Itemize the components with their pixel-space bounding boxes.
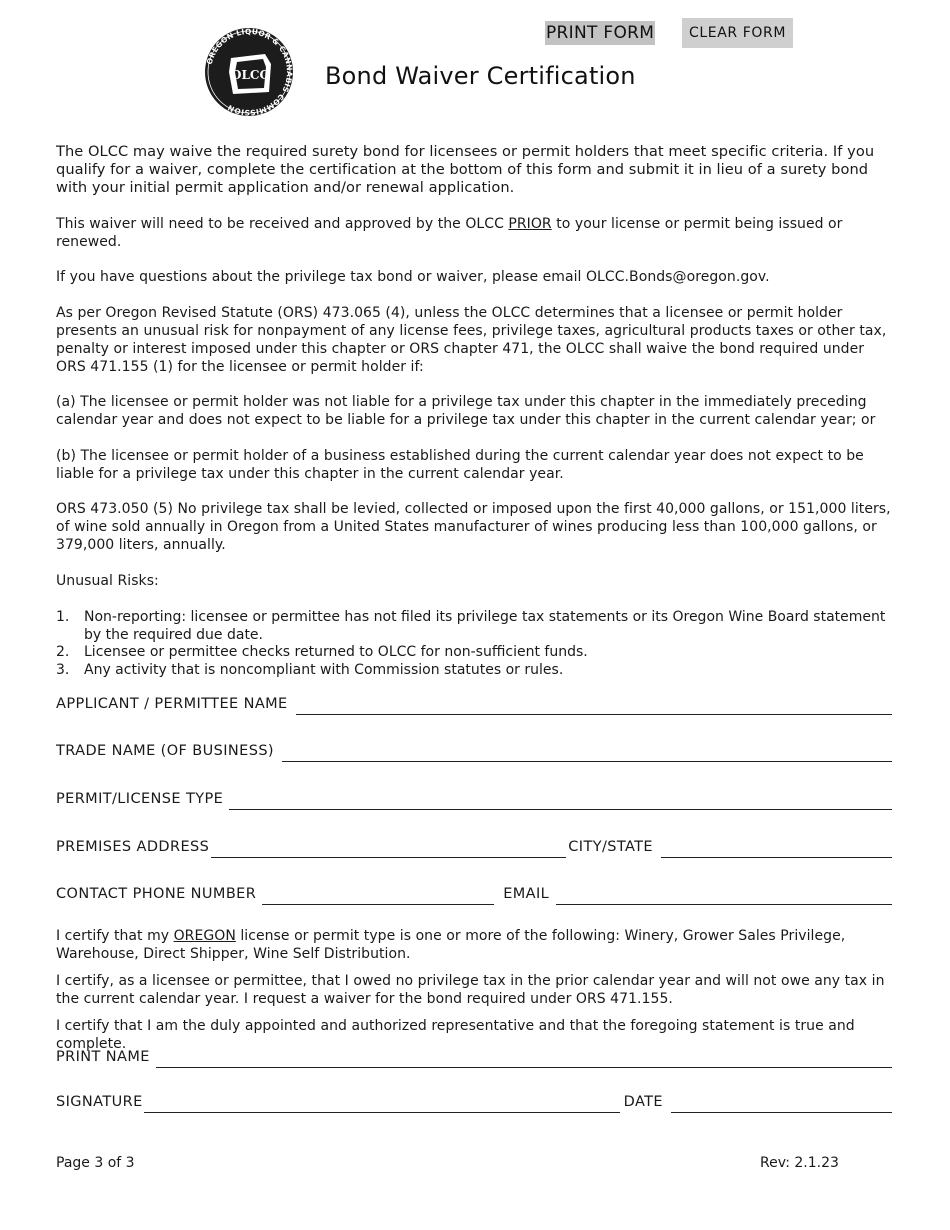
trade-name-row: [56, 740, 892, 762]
risk-item-number: 2.: [56, 644, 70, 660]
print-name-label: PRINT NAME: [56, 1049, 150, 1065]
risk-item-text: Licensee or permittee checks returned to OLCC for non-sufficient funds.: [84, 644, 588, 660]
revision-label: Rev: 2.1.23: [760, 1155, 839, 1171]
email-label: EMAIL: [503, 886, 550, 902]
risk-item-text: Any activity that is noncompliant with Commission statutes or rules.: [84, 662, 564, 678]
print-name-row: [56, 1046, 892, 1068]
email-input[interactable]: [556, 886, 892, 905]
intro-paragraph-4: As per Oregon Revised Statute (ORS) 473.065 (4), unless the OLCC determines that a licensee or permit holder presents an unusual risk for nonpayment of any license fees, privilege taxes, agricultural products taxes or other tax, penalty or interest imposed under this chapter or ORS chapter 471, the OLCC shall waive the bond required under ORS 471.155 (1) for the licensee or permit holder if:: [56, 305, 887, 375]
intro-paragraph-1: The OLCC may waive the required surety bond for licensees or permit holders that meet specific criteria. If you qualify for a waiver, complete the certification at the bottom of this form and submit it in lieu of a surety bond with your initial permit application and/or renewal application.: [56, 143, 875, 196]
contact-row: [56, 883, 892, 905]
olcc-seal: [193, 12, 305, 124]
risk-item: [56, 643, 894, 661]
trade-name-label: TRADE NAME (OF BUSINESS): [56, 743, 274, 759]
phone-label: CONTACT PHONE NUMBER: [56, 886, 257, 902]
trade-name-input[interactable]: [282, 743, 892, 762]
permit-type-input[interactable]: [229, 791, 892, 810]
intro-paragraph-7: ORS 473.050 (5) No privilege tax shall be levied, collected or imposed upon the first 40,000 gallons, or 151,000 liters, of wine sold annually in Oregon from a United States manufacturer of wines producing less than 100,000 gallons, or 379,000 liters, annually.: [56, 501, 891, 553]
certify-c1-before: I certify that my: [56, 928, 174, 944]
print-name-input[interactable]: [156, 1049, 892, 1068]
risk-item-number: 3.: [56, 662, 70, 678]
prior-emphasis: PRIOR: [508, 216, 552, 232]
applicant-name-label: APPLICANT / PERMITTEE NAME: [56, 696, 288, 712]
city-state-label: CITY/STATE: [568, 839, 653, 855]
signature-label: SIGNATURE: [56, 1094, 143, 1110]
clear-form-button[interactable]: CLEAR FORM: [682, 18, 793, 48]
applicant-name-input[interactable]: [296, 696, 892, 715]
logo-ring-text: OREGON LIQUOR & CANNABIS COMMISSION: [204, 26, 295, 118]
certify-paragraph-3: I certify that I am the duly appointed and authorized representative and that the foregoing statement is true and complete.: [56, 1018, 855, 1052]
oregon-emphasis: OREGON: [173, 928, 236, 944]
phone-input[interactable]: [262, 886, 494, 905]
permit-type-label: PERMIT/LICENSE TYPE: [56, 791, 224, 807]
premises-address-input[interactable]: [211, 839, 566, 858]
date-input[interactable]: [671, 1094, 892, 1113]
intro-paragraph-6: (b) The licensee or permit holder of a business established during the current calendar year does not expect to be liable for a privilege tax under this chapter in the current calendar year.: [56, 448, 864, 482]
page-title: Bond Waiver Certification: [325, 62, 636, 90]
address-row: [56, 836, 892, 858]
page-number: Page 3 of 3: [56, 1155, 135, 1171]
print-form-button[interactable]: PRINT FORM: [546, 23, 655, 43]
logo-center-text: OLCC: [231, 68, 269, 82]
certify-paragraph-1: [56, 927, 894, 963]
intro-p2-after: to your license or permit being issued or renewed.: [56, 216, 843, 250]
risk-item: [56, 608, 894, 644]
intro-paragraph-2: [56, 215, 894, 251]
intro-paragraph-3: If you have questions about the privilege tax bond or waiver, please email OLCC.Bonds@oregon.gov.: [56, 269, 770, 285]
risk-item: [56, 661, 894, 679]
permit-type-row: [56, 788, 892, 810]
premises-address-label: PREMISES ADDRESS: [56, 839, 210, 855]
risks-heading: Unusual Risks:: [56, 573, 159, 589]
risk-item-number: 1.: [56, 609, 70, 625]
intro-p2-before: This waiver will need to be received and approved by the OLCC: [56, 216, 509, 232]
risk-item-text: Non-reporting: licensee or permittee has not filed its privilege tax statements or its Oregon Wine Board statement by the required due date.: [84, 609, 886, 643]
signature-input[interactable]: [144, 1094, 620, 1113]
olcc-logo: [193, 12, 305, 124]
applicant-name-row: [56, 693, 892, 715]
date-label: DATE: [623, 1094, 663, 1110]
certify-paragraph-2: I certify, as a licensee or permittee, that I owed no privilege tax in the prior calendar year and will not owe any tax in the current calendar year. I request a waiver for the bond required under ORS 471.155.: [56, 973, 885, 1007]
certify-c1-after: license or permit type is one or more of the following: Winery, Grower Sales Privilege, Warehouse, Direct Shipper, Wine Self Distribution.: [56, 928, 846, 962]
signature-row: [56, 1091, 892, 1113]
city-state-input[interactable]: [661, 839, 892, 858]
intro-paragraph-5: (a) The licensee or permit holder was not liable for a privilege tax under this chapter in the immediately preceding calendar year and does not expect to be liable for a privilege tax under this chapter in the current calendar year; or: [56, 394, 876, 428]
